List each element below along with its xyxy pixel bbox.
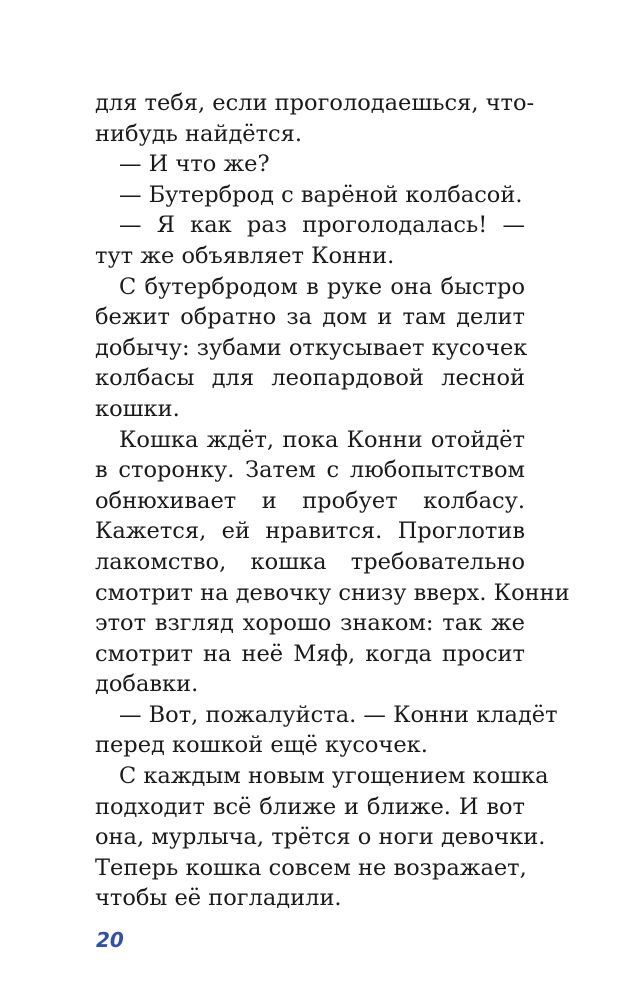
text-line: нибудь найдётся. [95, 120, 303, 147]
text-line: С бутербродом в руке она быстро [119, 273, 525, 300]
text-line: — Бутерброд с варёной колбасой. [119, 181, 523, 208]
text-line: смотрит на девочку снизу вверх. Конни [95, 579, 570, 606]
text-line: — Вот, пожалуйста. — Конни кладёт [119, 701, 558, 728]
text-line: этот взгляд хорошо знаком: так же [95, 610, 525, 637]
text-line: Кошка ждёт, пока Конни отойдёт [119, 426, 525, 453]
text-line: в сторонку. Затем с любопытством [95, 457, 525, 484]
text-line: тут же объявляет Конни. [95, 242, 395, 269]
text-line: — И что же? [119, 151, 270, 178]
text-line: перед кошкой ещё кусочек. [95, 732, 428, 759]
text-line: она, мурлыча, трётся о ноги девочки. [95, 824, 546, 851]
text-line: лакомство, кошка требовательно [95, 548, 525, 575]
text-line: для тебя, если проголодаешься, что- [95, 90, 535, 116]
text-line: обнюхивает и пробует колбасу. [95, 487, 525, 514]
text-line: колбасы для леопардовой лесной [95, 365, 525, 392]
text-line: добычу: зубами откусывает кусочек [95, 334, 528, 361]
body-text [95, 88, 570, 914]
text-line: добавки. [95, 671, 199, 698]
text-line: бежит обратно за дом и там делит [95, 304, 525, 331]
text-line: кошки. [95, 395, 180, 422]
text-line: подходит всё ближе и ближе. И вот [95, 793, 525, 820]
text-line: чтобы её погладили. [95, 885, 342, 912]
page-number: 20 [96, 928, 124, 952]
text-line: смотрит на неё Мяф, когда просит [95, 640, 525, 667]
text-line: Кажется, ей нравится. Проглотив [95, 518, 525, 545]
text-line: Теперь кошка совсем не возражает, [95, 854, 527, 881]
text-line: — Я как раз проголодалась! — [119, 212, 525, 239]
text-line: С каждым новым угощением кошка [119, 763, 549, 790]
